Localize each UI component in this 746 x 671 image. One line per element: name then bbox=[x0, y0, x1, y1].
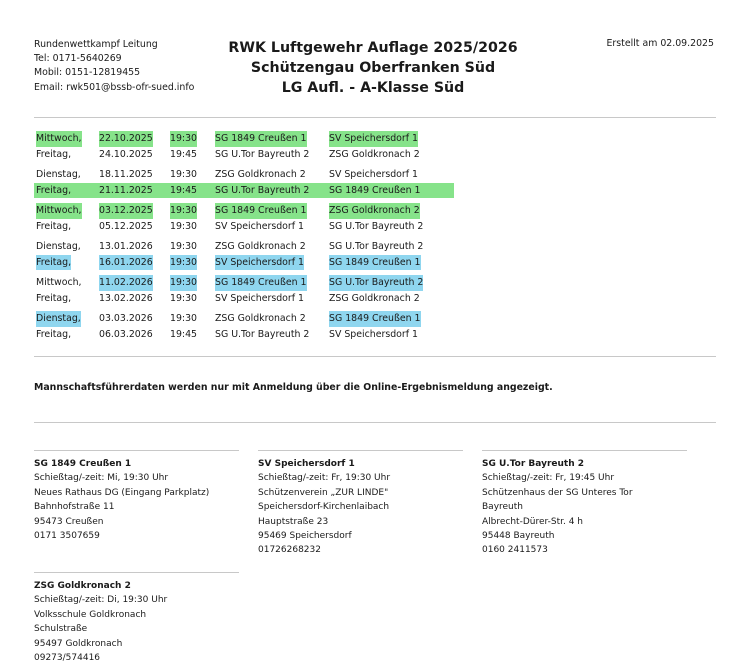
match-schedule bbox=[34, 131, 454, 347]
team-detail-line: 95448 Bayreuth bbox=[482, 531, 555, 542]
team-detail-line: 95473 Creußen bbox=[34, 516, 104, 527]
contact-line: Mobil: 0151-12819455 bbox=[34, 67, 141, 79]
match-time: 19:45 bbox=[170, 328, 198, 340]
team-detail-line: Schießtag/-zeit: Fr, 19:30 Uhr bbox=[258, 473, 391, 484]
team-detail-line: Schützenverein „ZUR LINDE" bbox=[258, 487, 389, 498]
match-day: Dienstag, bbox=[36, 311, 81, 327]
match-date: 03.03.2026 bbox=[99, 313, 153, 324]
team-detail-line: Schützenhaus der SG Unteres Tor bbox=[482, 487, 633, 498]
team-name: SG 1849 Creußen 1 bbox=[34, 459, 132, 469]
match-time: 19:45 bbox=[170, 148, 198, 160]
match-time: 19:30 bbox=[170, 255, 197, 271]
match-day: Mittwoch, bbox=[36, 203, 82, 219]
match-time: 19:30 bbox=[170, 169, 198, 180]
divider bbox=[34, 356, 716, 357]
match-away: ZSG Goldkronach 2 bbox=[329, 203, 420, 219]
divider bbox=[34, 572, 239, 573]
match-day: Mittwoch, bbox=[36, 277, 82, 288]
contact-line: Email: rwk501@bssb-ofr-sued.info bbox=[34, 81, 195, 93]
match-home: SG 1849 Creußen 1 bbox=[215, 131, 307, 147]
match-away: SG U.Tor Bayreuth 2 bbox=[329, 220, 424, 232]
match-pair bbox=[34, 239, 454, 270]
match-date: 22.10.2025 bbox=[99, 131, 153, 147]
match-day: Freitag, bbox=[36, 220, 72, 232]
team-name: SG U.Tor Bayreuth 2 bbox=[482, 459, 585, 469]
team-detail-line: 95469 Speichersdorf bbox=[258, 531, 352, 542]
match-home: SV Speichersdorf 1 bbox=[215, 292, 305, 304]
team-card bbox=[482, 450, 687, 558]
match-row bbox=[34, 203, 454, 219]
team-name: ZSG Goldkronach 2 bbox=[34, 581, 131, 591]
match-date: 06.03.2026 bbox=[99, 328, 153, 340]
match-date: 24.10.2025 bbox=[99, 148, 153, 160]
match-date: 13.01.2026 bbox=[99, 241, 153, 252]
divider bbox=[34, 450, 239, 451]
created-date: Erstellt am 02.09.2025 bbox=[606, 38, 714, 49]
match-away: SG 1849 Creußen 1 bbox=[329, 311, 421, 327]
match-row bbox=[34, 131, 454, 147]
match-away: SV Speichersdorf 1 bbox=[329, 169, 419, 180]
match-pair bbox=[34, 311, 454, 342]
match-day: Freitag, bbox=[36, 148, 72, 160]
match-pair bbox=[34, 203, 454, 234]
team-card bbox=[34, 450, 239, 543]
team-detail-line: Speichersdorf-Kirchenlaibach bbox=[258, 502, 390, 513]
match-row bbox=[34, 327, 454, 343]
match-away: ZSG Goldkronach 2 bbox=[329, 148, 420, 160]
team-detail-line: 09273/574416 bbox=[34, 653, 101, 664]
match-away: SV Speichersdorf 1 bbox=[329, 131, 418, 147]
team-detail-line: 01726268232 bbox=[258, 545, 321, 556]
team-detail-line: Neues Rathaus DG (Eingang Parkplatz) bbox=[34, 487, 210, 498]
team-card bbox=[34, 572, 239, 665]
match-home: SG U.Tor Bayreuth 2 bbox=[215, 184, 310, 196]
team-detail-line: Volksschule Goldkronach bbox=[34, 609, 147, 620]
match-row bbox=[34, 239, 454, 255]
contact-line: Rundenwettkampf Leitung bbox=[34, 39, 158, 50]
match-row bbox=[34, 219, 454, 235]
match-away: ZSG Goldkronach 2 bbox=[329, 292, 420, 304]
notice-text: Mannschaftsführerdaten werden nur mit Anmeldung über die Online-Ergebnismeldung angezeigt. bbox=[34, 382, 553, 393]
title-line: RWK Luftgewehr Auflage 2025/2026 bbox=[228, 40, 518, 56]
team-card bbox=[258, 450, 463, 558]
match-day: Freitag, bbox=[36, 255, 71, 271]
team-detail-line: 0171 3507659 bbox=[34, 531, 100, 542]
match-pair bbox=[34, 131, 454, 162]
match-home: ZSG Goldkronach 2 bbox=[215, 313, 306, 324]
match-away: SG U.Tor Bayreuth 2 bbox=[329, 241, 424, 252]
divider bbox=[34, 117, 716, 118]
match-row bbox=[34, 167, 454, 183]
match-home: ZSG Goldkronach 2 bbox=[215, 241, 306, 252]
team-detail-line: 95497 Goldkronach bbox=[34, 638, 123, 649]
match-away: SG U.Tor Bayreuth 2 bbox=[329, 275, 423, 291]
match-time: 19:30 bbox=[170, 313, 198, 324]
team-detail-line: Hauptstraße 23 bbox=[258, 516, 329, 527]
match-row bbox=[34, 183, 454, 199]
match-time: 19:30 bbox=[170, 203, 197, 219]
document-title bbox=[200, 38, 546, 98]
match-day: Freitag, bbox=[36, 292, 72, 304]
team-detail-line: Bahnhofstraße 11 bbox=[34, 502, 115, 513]
match-home: SG 1849 Creußen 1 bbox=[215, 275, 307, 291]
match-day: Freitag, bbox=[36, 184, 72, 196]
match-row bbox=[34, 311, 454, 327]
match-time: 19:45 bbox=[170, 184, 198, 196]
match-time: 19:30 bbox=[170, 292, 198, 304]
match-row bbox=[34, 147, 454, 163]
team-detail-line: Schießtag/-zeit: Mi, 19:30 Uhr bbox=[34, 473, 169, 484]
match-time: 19:30 bbox=[170, 131, 197, 147]
divider bbox=[34, 422, 716, 423]
match-away: SG 1849 Creußen 1 bbox=[329, 184, 421, 196]
match-time: 19:30 bbox=[170, 275, 197, 291]
title-line: LG Aufl. - A-Klasse Süd bbox=[281, 80, 465, 96]
team-detail-line: Bayreuth bbox=[482, 502, 523, 513]
match-day: Freitag, bbox=[36, 328, 72, 340]
match-home: ZSG Goldkronach 2 bbox=[215, 169, 306, 180]
match-row bbox=[34, 255, 454, 271]
match-day: Dienstag, bbox=[36, 169, 81, 180]
divider bbox=[258, 450, 463, 451]
match-away: SG 1849 Creußen 1 bbox=[329, 255, 421, 271]
team-detail-line: Schießtag/-zeit: Fr, 19:45 Uhr bbox=[482, 473, 615, 484]
match-home: SG U.Tor Bayreuth 2 bbox=[215, 148, 310, 160]
match-date: 18.11.2025 bbox=[99, 169, 153, 180]
match-date: 03.12.2025 bbox=[99, 203, 153, 219]
team-name: SV Speichersdorf 1 bbox=[258, 459, 355, 469]
match-row bbox=[34, 275, 454, 291]
match-home: SV Speichersdorf 1 bbox=[215, 220, 305, 232]
match-pair bbox=[34, 167, 454, 198]
match-row bbox=[34, 291, 454, 307]
title-line: Schützengau Oberfranken Süd bbox=[250, 60, 496, 76]
match-time: 19:30 bbox=[170, 241, 198, 252]
match-away: SV Speichersdorf 1 bbox=[329, 328, 419, 340]
contact-line: Tel: 0171-5640269 bbox=[34, 53, 122, 65]
match-date: 13.02.2026 bbox=[99, 292, 153, 304]
team-detail-line: Schulstraße bbox=[34, 624, 88, 635]
match-date: 21.11.2025 bbox=[99, 184, 153, 196]
team-detail-line: Schießtag/-zeit: Di, 19:30 Uhr bbox=[34, 595, 168, 606]
match-home: SG 1849 Creußen 1 bbox=[215, 203, 307, 219]
team-detail-line: 0160 2411573 bbox=[482, 545, 548, 556]
contact-block bbox=[34, 38, 194, 95]
match-day: Dienstag, bbox=[36, 241, 81, 252]
match-home: SG U.Tor Bayreuth 2 bbox=[215, 328, 310, 340]
match-pair bbox=[34, 275, 454, 306]
match-date: 16.01.2026 bbox=[99, 255, 153, 271]
match-date: 11.02.2026 bbox=[99, 275, 153, 291]
team-detail-line: Albrecht-Dürer-Str. 4 h bbox=[482, 516, 584, 527]
match-time: 19:30 bbox=[170, 220, 198, 232]
divider bbox=[482, 450, 687, 451]
match-home: SV Speichersdorf 1 bbox=[215, 255, 304, 271]
match-day: Mittwoch, bbox=[36, 131, 82, 147]
match-date: 05.12.2025 bbox=[99, 220, 153, 232]
